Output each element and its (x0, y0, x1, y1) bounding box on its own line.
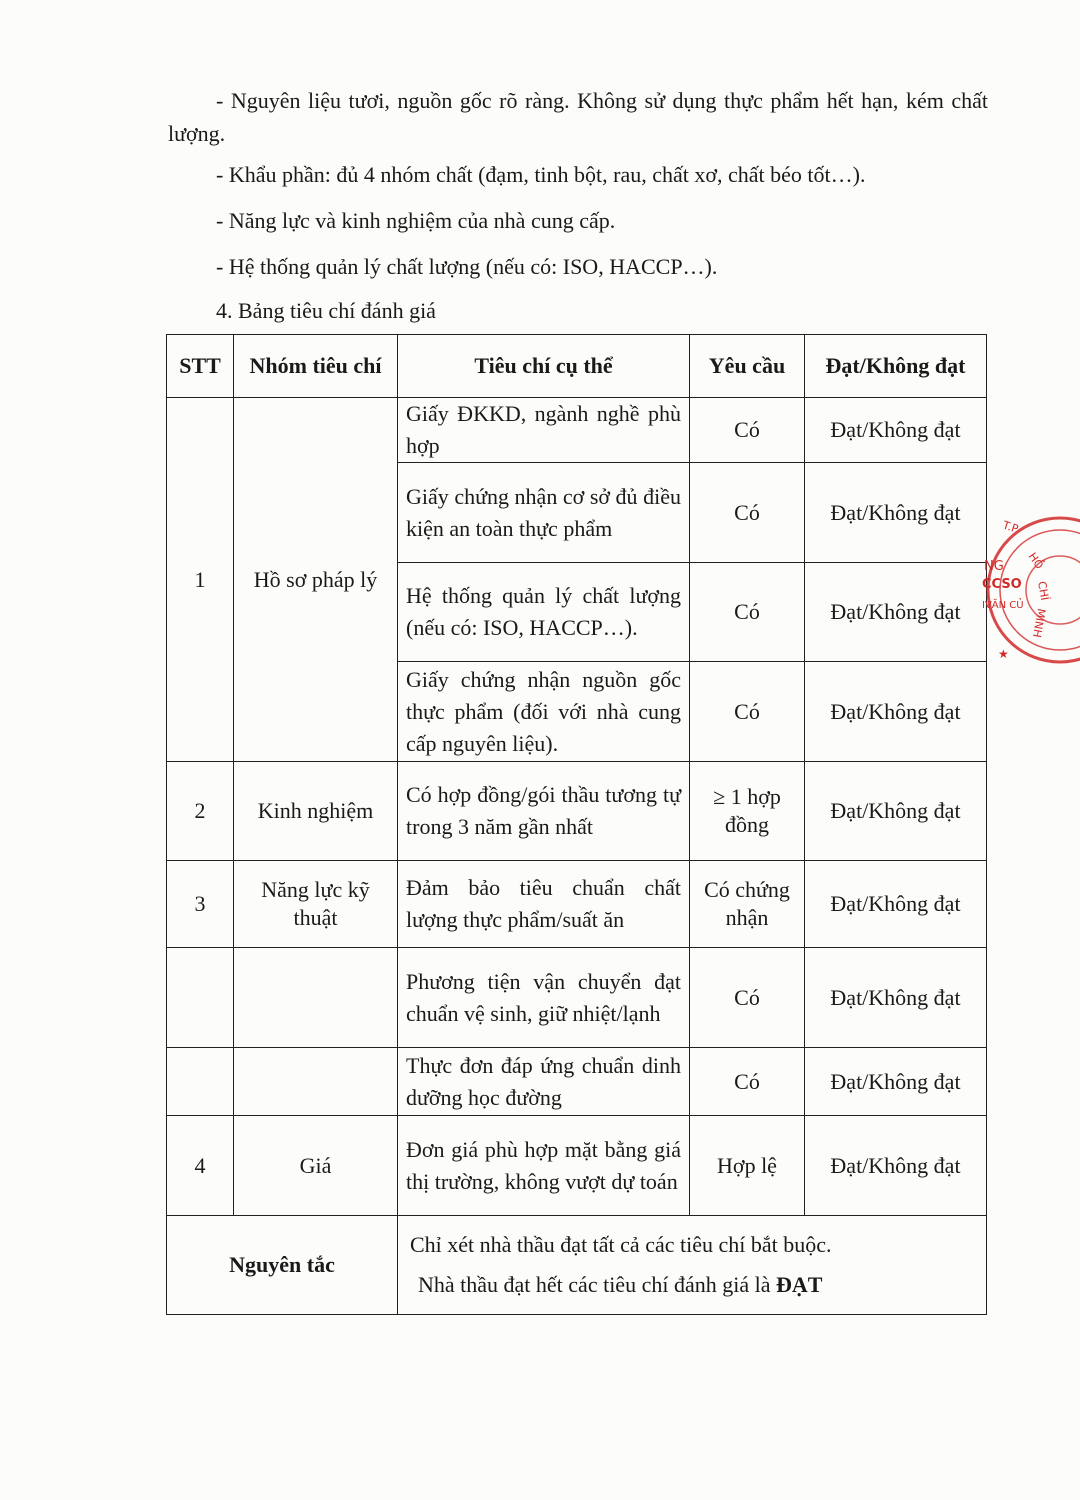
principle-result-bold: ĐẠT (775, 1272, 823, 1297)
stamp-text: HỒ (1025, 550, 1046, 572)
stt-cell: 3 (167, 861, 234, 948)
requirement-cell: Có (690, 398, 805, 463)
result-cell: Đạt/Không đạt (805, 662, 987, 762)
header-result: Đạt/Không đạt (805, 335, 987, 398)
empty-stt-cell (167, 948, 234, 1048)
group-cell: Giá (234, 1116, 398, 1216)
criteria-cell: Phương tiện vận chuyển đạt chuẩn vệ sinh, giữ nhiệt/lạnh (398, 948, 690, 1048)
paragraph-quality-system: - Hệ thống quản lý chất lượng (nếu có: ISO, HACCP…). (216, 254, 718, 279)
stamp-text: NG (984, 559, 1004, 574)
table-row (167, 1116, 987, 1216)
stamp-text: IVĂN CỦ (982, 600, 1024, 611)
paragraph-ingredients: - Nguyên liệu tươi, nguồn gốc rõ ràng. Không sử dụng thực phẩm hết hạn, kém chất lượng. (168, 88, 988, 146)
group-cell: Hồ sơ pháp lý (234, 398, 398, 762)
stamp-text: T.P (1001, 518, 1020, 536)
table-row (167, 1048, 987, 1116)
table-row (167, 398, 987, 463)
result-cell: Đạt/Không đạt (805, 948, 987, 1048)
header-criteria: Tiêu chí cụ thể (398, 335, 690, 398)
requirement-cell: Có (690, 662, 805, 762)
requirement-cell: Hợp lệ (690, 1116, 805, 1216)
principle-row (167, 1216, 987, 1315)
result-cell: Đạt/Không đạt (805, 762, 987, 861)
stamp-text: MINH (1029, 607, 1048, 639)
table-row (167, 762, 987, 861)
requirement-cell: Có (690, 563, 805, 662)
requirement-cell: Có (690, 948, 805, 1048)
principle-line-1: Chỉ xét nhà thầu đạt tất cả các tiêu chí bắt buộc. (410, 1232, 832, 1257)
paragraph-capacity: - Năng lực và kinh nghiệm của nhà cung cấp. (216, 208, 616, 233)
criteria-cell: Giấy ĐKKD, ngành nghề phù hợp (398, 398, 690, 463)
criteria-cell: Có hợp đồng/gói thầu tương tự trong 3 năm gần nhất (398, 762, 690, 861)
result-cell: Đạt/Không đạt (805, 463, 987, 563)
result-cell: Đạt/Không đạt (805, 861, 987, 948)
principle-line-2-text: Nhà thầu đạt hết các tiêu chí đánh giá là (418, 1272, 776, 1297)
criteria-cell: Giấy chứng nhận nguồn gốc thực phẩm (đối với nhà cung cấp nguyên liệu). (398, 662, 690, 762)
result-cell: Đạt/Không đạt (805, 398, 987, 463)
header-stt: STT (167, 335, 234, 398)
stamp-text: CCSO (982, 577, 1022, 592)
requirement-cell: Có (690, 463, 805, 563)
stamp-text: CHÍ (1035, 580, 1052, 602)
result-cell: Đạt/Không đạt (805, 1116, 987, 1216)
criteria-cell: Thực đơn đáp ứng chuẩn dinh dưỡng học đường (398, 1048, 690, 1116)
criteria-cell: Đảm bảo tiêu chuẩn chất lượng thực phẩm/suất ăn (398, 861, 690, 948)
stt-cell: 1 (167, 398, 234, 762)
table-row (167, 861, 987, 948)
table-header-row (167, 335, 987, 398)
requirement-cell: Có (690, 1048, 805, 1116)
group-cell: Kinh nghiệm (234, 762, 398, 861)
stt-cell: 2 (167, 762, 234, 861)
stt-cell: 4 (167, 1116, 234, 1216)
header-group: Nhóm tiêu chí (234, 335, 398, 398)
section-heading-criteria-table: 4. Bảng tiêu chí đánh giá (216, 298, 436, 323)
table-row (167, 948, 987, 1048)
paragraph-portion: - Khẩu phần: đủ 4 nhóm chất (đạm, tinh bột, rau, chất xơ, chất béo tốt…). (216, 162, 866, 187)
empty-group-cell (234, 948, 398, 1048)
header-requirement: Yêu cầu (690, 335, 805, 398)
principle-line-2 (406, 1265, 978, 1305)
criteria-cell: Giấy chứng nhận cơ sở đủ điều kiện an toàn thực phẩm (398, 463, 690, 563)
result-cell: Đạt/Không đạt (805, 563, 987, 662)
group-cell: Năng lực kỹ thuật (234, 861, 398, 948)
principle-label: Nguyên tắc (167, 1216, 398, 1315)
stamp-star-icon: ★ (998, 647, 1009, 661)
requirement-cell: ≥ 1 hợp đồng (690, 762, 805, 861)
empty-group-cell (234, 1048, 398, 1116)
principle-content (398, 1216, 987, 1315)
empty-stt-cell (167, 1048, 234, 1116)
criteria-table (166, 334, 987, 1315)
criteria-cell: Đơn giá phù hợp mặt bằng giá thị trường, không vượt dự toán (398, 1116, 690, 1216)
red-seal-stamp (980, 510, 1080, 675)
result-cell: Đạt/Không đạt (805, 1048, 987, 1116)
requirement-cell: Có chứng nhận (690, 861, 805, 948)
criteria-cell: Hệ thống quản lý chất lượng (nếu có: ISO, HACCP…). (398, 563, 690, 662)
